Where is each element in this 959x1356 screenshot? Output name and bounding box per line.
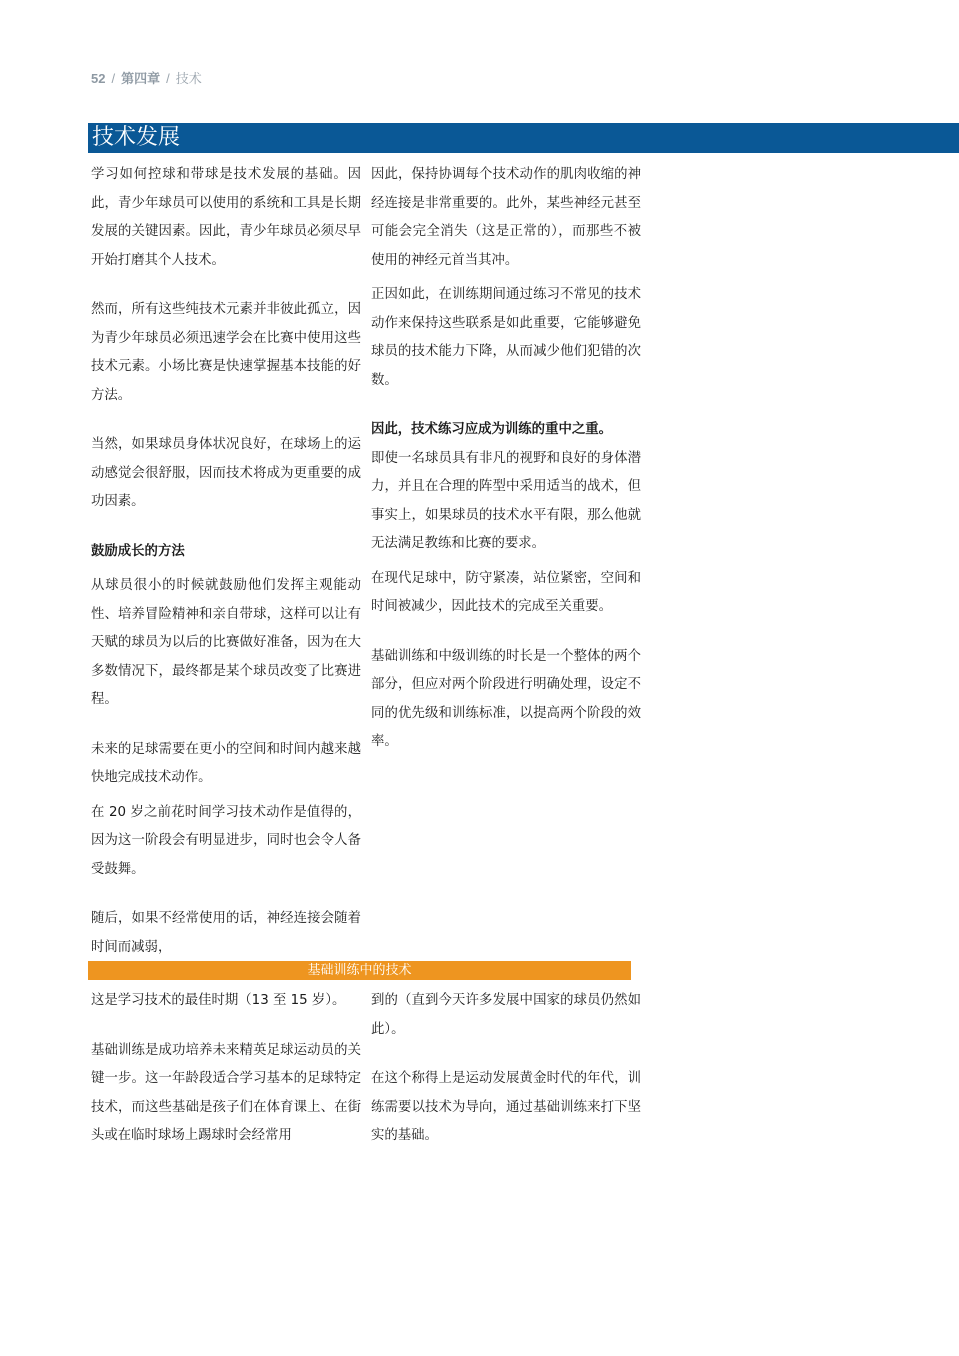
- section-title: 基础训练中的技术: [307, 963, 412, 978]
- emphasis-heading: 因此，技术练习应成为训练的重中之重。: [371, 422, 613, 437]
- paragraph: 基础训练和中级训练的时长是一个整体的两个部分，但应对两个阶段进行明确处理，设定不同的优先级和训练标准，以提高两个阶段的效率。: [371, 648, 641, 749]
- section-title-bar: [88, 961, 631, 980]
- paragraph: 在 20 岁之前花时间学习技术动作是值得的，因为这一阶段会有明显进步，同时也会令人备受鼓舞。: [91, 804, 361, 877]
- section-right-column: [371, 987, 641, 1151]
- breadcrumb-separator: /: [166, 71, 170, 86]
- paragraph: 到的（直到今天许多发展中国家的球员仍然如此）。: [371, 993, 641, 1037]
- paragraph: 基础训练是成功培养未来精英足球运动员的关键一步。这一年龄段适合学习基本的足球特定技术，而这些基础是孩子们在体育课上、在街头或在临时球场上踢球时会经常用: [91, 1042, 361, 1143]
- breadcrumb-separator: /: [111, 71, 116, 86]
- section-label: 技术: [175, 71, 202, 86]
- paragraph: 因此，保持协调每个技术动作的肌肉收缩的神经连接是非常重要的。此外，某些神经元甚至可能会完全消失（这是正常的），而那些不被使用的神经元首当其冲。: [371, 167, 641, 268]
- right-column: [371, 161, 641, 757]
- paragraph: 随后，如果不经常使用的话，神经连接会随着时间而减弱，: [91, 911, 361, 955]
- paragraph: 即使一名球员具有非凡的视野和良好的身体潜力，并且在合理的阵型中采用适当的战术，但事实上，如果球员的技术水平有限，那么他就无法满足教练和比赛的要求。: [371, 450, 641, 551]
- paragraph: 未来的足球需要在更小的空间和时间内越来越快地完成技术动作。: [91, 741, 361, 785]
- left-column: [91, 161, 361, 962]
- paragraph: 在这个称得上是运动发展黄金时代的年代，训练需要以技术为导向，通过基础训练来打下坚实的基础。: [371, 1071, 641, 1143]
- title-bar: [88, 123, 959, 153]
- page-number: 52: [91, 71, 106, 86]
- paragraph: 学习如何控球和带球是技术发展的基础。因此，青少年球员可以使用的系统和工具是长期发展的关键因素。因此，青少年球员必须尽早开始打磨其个人技术。: [91, 167, 361, 268]
- page-title: 技术发展: [92, 125, 181, 150]
- section-left-column: [91, 987, 361, 1151]
- paragraph: 在现代足球中，防守紧凑，站位紧密，空间和时间被减少，因此技术的完成至关重要。: [371, 570, 641, 614]
- paragraph: 然而，所有这些纯技术元素并非彼此孤立，因为青少年球员必须迅速学会在比赛中使用这些技术元素。小场比赛是快速掌握基本技能的好方法。: [91, 302, 361, 403]
- chapter-label: 第四章: [121, 71, 161, 86]
- paragraph: 当然，如果球员身体状况良好，在球场上的运动感觉会很舒服，因而技术将成为更重要的成功因素。: [91, 437, 361, 509]
- subheading: 鼓励成长的方法: [91, 543, 185, 559]
- breadcrumb: [91, 68, 202, 87]
- paragraph: 这是学习技术的最佳时期（13 至 15 岁）。: [91, 993, 346, 1008]
- paragraph: 从球员很小的时候就鼓励他们发挥主观能动性、培养冒险精神和亲自带球，这样可以让有天赋的球员为以后的比赛做好准备，因为在大多数情况下，最终都是某个球员改变了比赛进程。: [91, 578, 361, 707]
- paragraph: 正因如此，在训练期间通过练习不常见的技术动作来保持这些联系是如此重要，它能够避免球员的技术能力下降，从而减少他们犯错的次数。: [371, 287, 641, 388]
